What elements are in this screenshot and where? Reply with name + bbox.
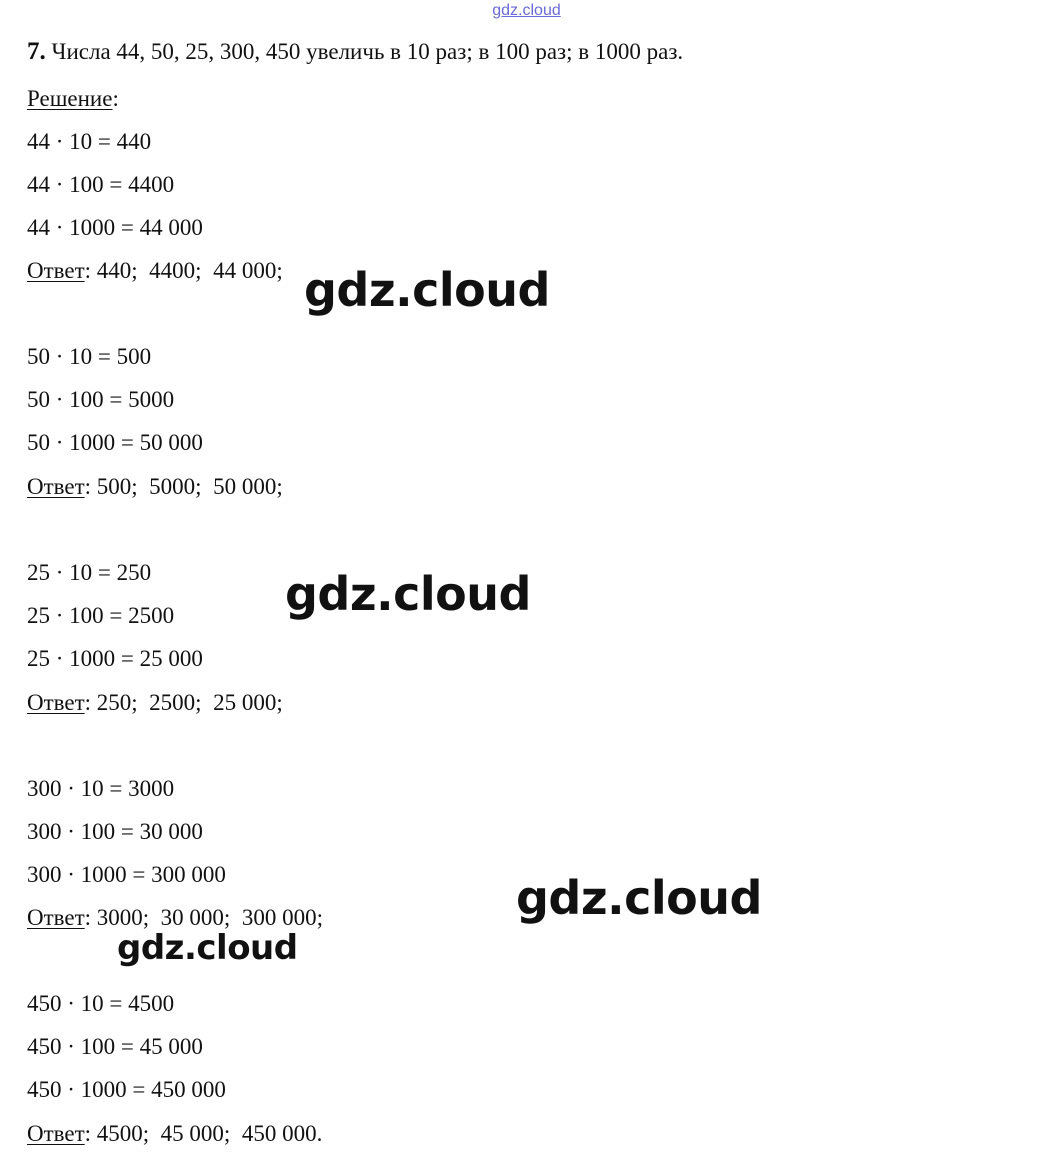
equation-line: 450 · 1000 = 450 000 — [27, 1077, 226, 1102]
answer-line — [27, 257, 283, 285]
equation-line: 300 · 100 = 30 000 — [27, 819, 203, 844]
answer-values: : 500; 5000; 50 000; — [84, 474, 283, 499]
equation-line: 25 · 100 = 2500 — [27, 603, 175, 628]
equation-line: 44 · 10 = 440 — [27, 129, 152, 154]
answer-label: Ответ — [27, 905, 85, 930]
equation-line: 44 · 1000 = 44 000 — [27, 215, 203, 240]
task-statement — [27, 38, 683, 66]
equation-line: 450 · 10 = 4500 — [27, 991, 175, 1016]
answer-line — [27, 689, 283, 717]
watermark: gdz.cloud — [304, 263, 550, 317]
answer-line — [27, 1120, 322, 1148]
solution-heading — [27, 85, 119, 113]
answer-values: : 440; 4400; 44 000; — [84, 258, 283, 283]
solution-colon: : — [112, 86, 119, 111]
equation-line: 300 · 10 = 3000 — [27, 776, 175, 801]
answer-label: Ответ — [27, 1121, 85, 1146]
answer-line — [27, 473, 283, 501]
equation-line: 50 · 10 = 500 — [27, 344, 152, 369]
watermark: gdz.cloud — [285, 567, 531, 621]
watermark: gdz.cloud — [516, 871, 762, 925]
answer-values: : 3000; 30 000; 300 000; — [84, 905, 323, 930]
watermark: gdz.cloud — [117, 928, 298, 968]
equation-line: 25 · 10 = 250 — [27, 560, 152, 585]
equation-line: 50 · 100 = 5000 — [27, 387, 175, 412]
equation-line: 450 · 100 = 45 000 — [27, 1034, 203, 1059]
answer-label: Ответ — [27, 690, 85, 715]
equation-line: 25 · 1000 = 25 000 — [27, 646, 203, 671]
equation-line: 44 · 100 = 4400 — [27, 172, 175, 197]
site-link[interactable]: gdz.cloud — [492, 2, 561, 19]
equation-line: 300 · 1000 = 300 000 — [27, 862, 226, 887]
equation-line: 50 · 1000 = 50 000 — [27, 430, 203, 455]
answer-label: Ответ — [27, 258, 85, 283]
task-text: Числа 44, 50, 25, 300, 450 увеличь в 10 раз; в 100 раз; в 1000 раз. — [45, 39, 684, 64]
answer-label: Ответ — [27, 474, 85, 499]
task-number: 7. — [27, 38, 46, 65]
answer-values: : 250; 2500; 25 000; — [84, 690, 283, 715]
answer-values: : 4500; 45 000; 450 000. — [84, 1121, 323, 1146]
solution-label: Решение — [27, 86, 113, 111]
